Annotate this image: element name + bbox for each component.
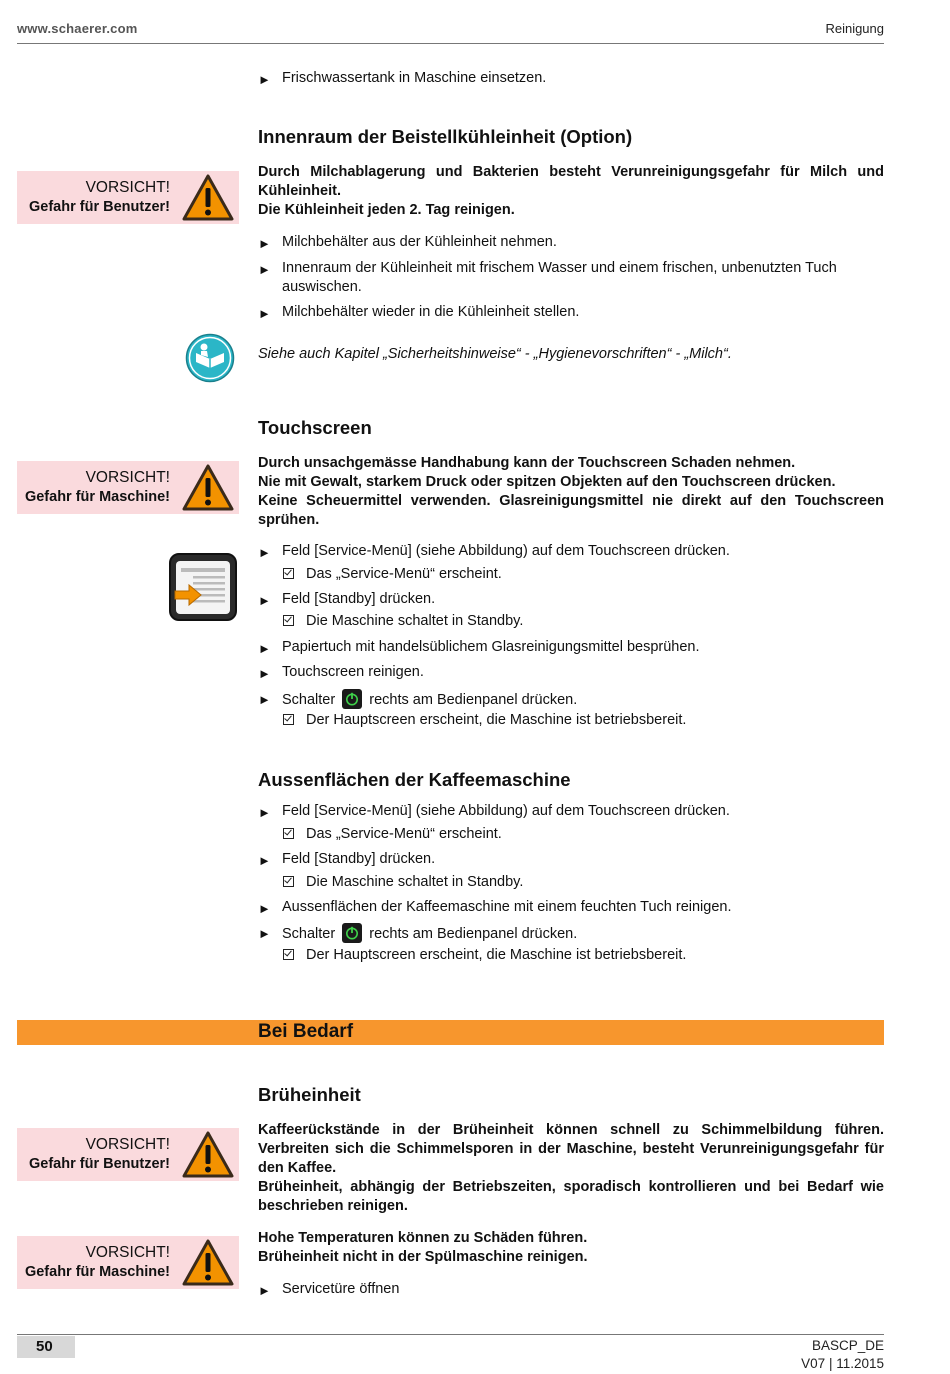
warning-triangle-icon — [181, 173, 235, 223]
warning-title: VORSICHT! — [85, 469, 170, 486]
step-item: ► Milchbehälter wieder in die Kühleinheit stellen. — [258, 304, 580, 321]
header-website: www.schaerer.com — [17, 21, 138, 36]
arrow-icon: ► — [258, 901, 271, 916]
service-menu-icon — [169, 553, 237, 621]
arrow-icon: ► — [258, 306, 271, 321]
step-item: ► Papiertuch mit handelsüblichem Glasreinigungsmittel besprühen. — [258, 639, 700, 656]
section-title-kuehleinheit: Innenraum der Beistellkühleinheit (Option) — [258, 126, 633, 147]
checkbox-icon — [283, 828, 294, 839]
arrow-icon: ► — [258, 1283, 271, 1298]
warning-box-machine — [17, 461, 239, 514]
warning-subtitle: Gefahr für Maschine! — [24, 1264, 170, 1280]
arrow-icon: ► — [258, 805, 271, 820]
read-manual-icon — [185, 333, 235, 383]
result-item: Die Maschine schaltet in Standby. — [282, 612, 882, 631]
arrow-icon: ► — [258, 666, 271, 681]
warning-box-user — [17, 1128, 239, 1181]
result-item: Das „Service-Menü“ erscheint. — [282, 825, 882, 844]
step-item: ► Touchscreen reinigen. — [258, 664, 424, 681]
step-item: ► Milchbehälter aus der Kühleinheit nehmen. — [258, 234, 557, 251]
header-chapter: Reinigung — [825, 21, 884, 36]
warning-subtitle: Gefahr für Benutzer! — [29, 1156, 170, 1172]
section-bar-bei-bedarf — [17, 1020, 884, 1045]
arrow-icon: ► — [258, 641, 271, 656]
step-item: ► Schalter rechts am Bedienpanel drücken. — [258, 689, 884, 710]
checkbox-icon — [283, 714, 294, 725]
section-title-brueheinheit: Brüheinheit — [258, 1084, 361, 1105]
step-item: ► Feld [Service-Menü] (siehe Abbildung) auf dem Touchscreen drücken. — [258, 543, 730, 560]
warning-title: VORSICHT! — [85, 1136, 170, 1153]
step-item: ► Servicetüre öffnen — [258, 1281, 400, 1298]
warning-triangle-icon — [181, 1238, 235, 1288]
footer-rule — [17, 1334, 884, 1335]
warning-triangle-icon — [181, 1130, 235, 1180]
result-item: Die Maschine schaltet in Standby. — [282, 873, 882, 892]
step-item: ► Schalter rechts am Bedienpanel drücken. — [258, 923, 884, 944]
step-item: ► Frischwassertank in Maschine einsetzen. — [258, 70, 547, 87]
warning-subtitle: Gefahr für Maschine! — [24, 489, 170, 505]
power-switch-icon — [342, 923, 362, 943]
warning-title: VORSICHT! — [85, 179, 170, 196]
section-title-aussenflaechen: Aussenflächen der Kaffeemaschine — [258, 769, 571, 790]
section-title-touchscreen: Touchscreen — [258, 417, 372, 438]
arrow-icon: ► — [258, 692, 271, 707]
step-item: ► Feld [Standby] drücken. — [258, 591, 436, 608]
result-item: Der Hauptscreen erscheint, die Maschine ist betriebsbereit. — [282, 946, 882, 965]
checkbox-icon — [283, 876, 294, 887]
arrow-icon: ► — [258, 545, 271, 560]
section-bar-title: Bei Bedarf — [258, 1021, 354, 1042]
arrow-icon: ► — [258, 926, 271, 941]
arrow-icon: ► — [258, 593, 271, 608]
arrow-icon: ► — [258, 72, 271, 87]
arrow-icon: ► — [258, 853, 271, 868]
step-item: ► Feld [Standby] drücken. — [258, 851, 436, 868]
warning-text: Durch Milchablagerung und Bakterien besteht Verunreinigungsgefahr für Milch und Kühleinheit. Die Kühleinheit jeden 2. Tag reinigen. — [258, 164, 884, 218]
cross-reference-note: Siehe auch Kapitel „Sicherheitshinweise“ - „Hygienevorschriften“ - „Milch“. — [258, 346, 732, 362]
warning-box-user — [17, 171, 239, 224]
result-item: Das „Service-Menü“ erscheint. — [282, 565, 882, 584]
checkbox-icon — [283, 949, 294, 960]
arrow-icon: ► — [258, 262, 271, 277]
footer-doc-id: BASCP_DE — [811, 1338, 884, 1353]
step-item: ► Innenraum der Kühleinheit mit frischem Wasser und einem frischen, unbenutzten Tuch auswischen. — [258, 260, 837, 295]
checkbox-icon — [283, 568, 294, 579]
warning-title: VORSICHT! — [85, 1244, 170, 1261]
warning-subtitle: Gefahr für Benutzer! — [29, 199, 170, 215]
step-item: ► Feld [Service-Menü] (siehe Abbildung) auf dem Touchscreen drücken. — [258, 803, 730, 820]
arrow-icon: ► — [258, 236, 271, 251]
header-rule — [17, 43, 884, 44]
step-item: ► Aussenflächen der Kaffeemaschine mit einem feuchten Tuch reinigen. — [258, 899, 732, 916]
power-switch-icon — [342, 689, 362, 709]
warning-text: Durch unsachgemässe Handhabung kann der Touchscreen Schaden nehmen. Nie mit Gewalt, starkem Druck oder spitzen Objekten auf den Touchscreen drücken. Keine Scheuermittel verwenden. Glasreinigungsmittel nie direkt auf den Touchscreen sprühen. — [258, 455, 884, 528]
page-number-box — [17, 1336, 75, 1358]
footer-version: V07 | 11.2015 — [801, 1356, 884, 1371]
warning-text: Hohe Temperaturen können zu Schäden führen. Brüheinheit nicht in der Spülmaschine reinigen. — [258, 1230, 588, 1265]
result-item: Der Hauptscreen erscheint, die Maschine ist betriebsbereit. — [282, 711, 882, 730]
warning-box-machine — [17, 1236, 239, 1289]
checkbox-icon — [283, 615, 294, 626]
warning-triangle-icon — [181, 463, 235, 513]
warning-text: Kaffeerückstände in der Brüheinheit können schnell zu Schimmelbildung führen. Verbreiten sich die Schimmelsporen in der Maschine, besteht Verunreinigungsgefahr für den Kaffee. Brüheinheit, abhängig der Betriebszeiten, sporadisch kontrollieren und bei Bedarf wie beschrieben reinigen. — [258, 1122, 884, 1214]
page-number: 50 — [36, 1338, 53, 1355]
